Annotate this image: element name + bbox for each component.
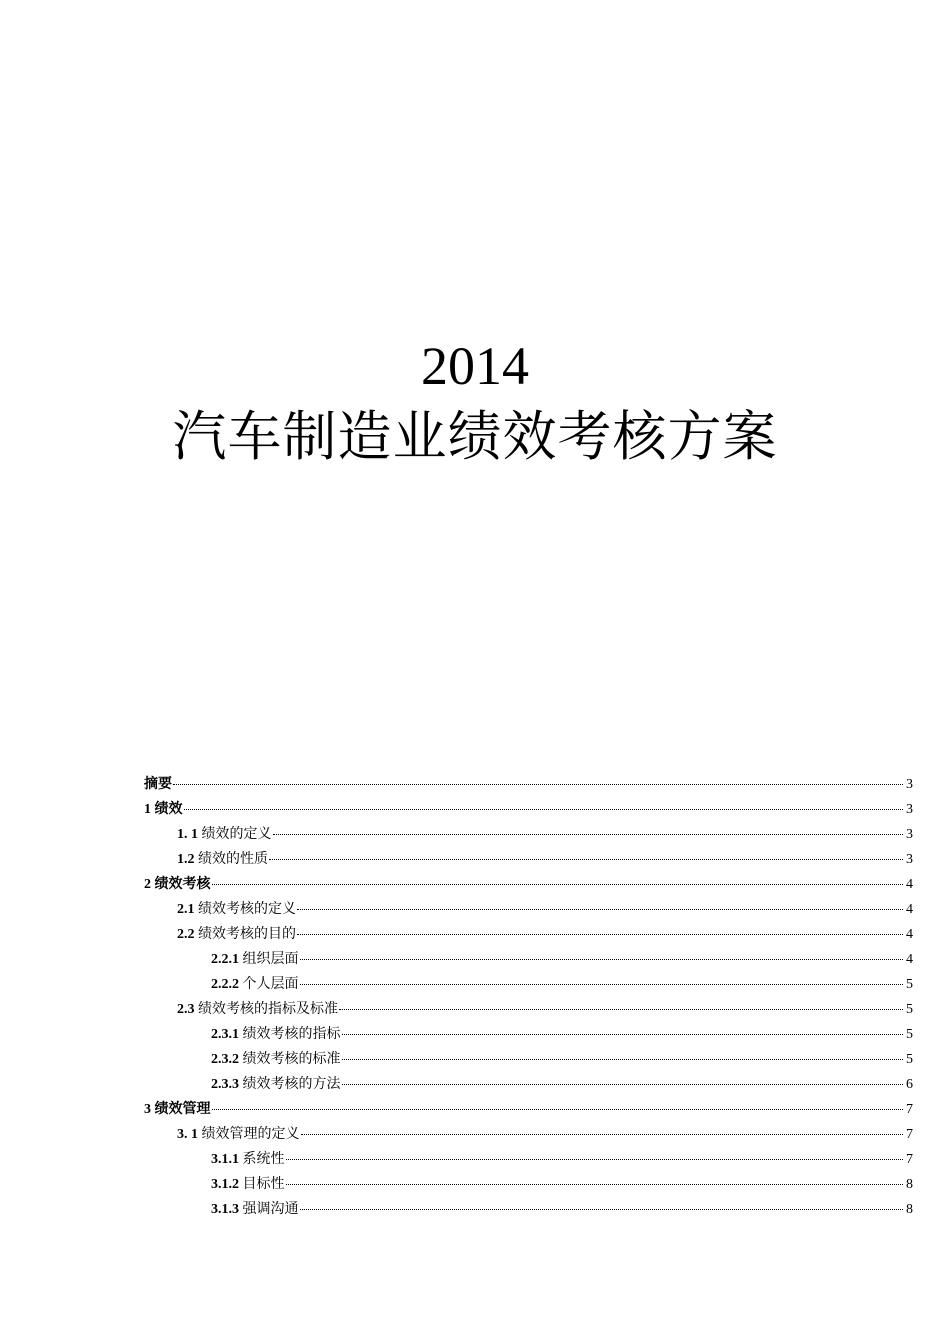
toc-dot-leader [184, 809, 904, 810]
toc-entry[interactable] [144, 1022, 913, 1047]
toc-entry[interactable] [144, 922, 913, 947]
toc-page-number: 4 [906, 952, 913, 967]
toc-dot-leader [342, 1059, 904, 1060]
toc-entry-label [211, 1047, 341, 1072]
toc-page-number: 7 [906, 1152, 913, 1167]
toc-entry-label [177, 997, 338, 1022]
toc-entry-label [211, 972, 299, 997]
toc-page-number: 4 [906, 927, 913, 942]
toc-dot-leader [300, 1209, 904, 1210]
toc-entry[interactable] [144, 797, 913, 822]
toc-entry-text: 绩效考核的指标 [242, 1027, 341, 1042]
toc-entry-text: 绩效管理 [154, 1102, 211, 1117]
cover-title [0, 333, 950, 475]
toc-dot-leader [342, 1034, 904, 1035]
toc-page-number: 5 [906, 1027, 913, 1042]
toc-entry-label [211, 1147, 285, 1172]
toc-page-number: 3 [906, 802, 913, 817]
toc-entry-text: 绩效考核 [154, 877, 211, 892]
toc-entry[interactable] [144, 972, 913, 997]
toc-entry-number: 2.3.2 [211, 1052, 239, 1067]
toc-entry-label [144, 872, 211, 897]
toc-entry[interactable] [144, 997, 913, 1022]
toc-dot-leader [339, 1009, 903, 1010]
toc-entry-number: 2.2.2 [211, 977, 239, 992]
toc-entry-label [177, 922, 296, 947]
toc-page-number: 8 [906, 1177, 913, 1192]
toc-page-number: 4 [906, 902, 913, 917]
toc-entry-label [144, 1097, 211, 1122]
toc-entry[interactable] [144, 1122, 913, 1147]
toc-entry-text: 绩效考核的定义 [198, 902, 296, 917]
toc-entry[interactable] [144, 947, 913, 972]
toc-page-number: 5 [906, 1002, 913, 1017]
toc-page-number: 5 [906, 977, 913, 992]
toc-entry-text: 组织层面 [242, 952, 299, 967]
toc-entry[interactable] [144, 847, 913, 872]
toc-entry-number: 1. 1 [177, 827, 198, 842]
toc-entry-label [177, 822, 272, 847]
toc-entry-number: 2.2 [177, 927, 195, 942]
toc-entry-label [177, 1122, 300, 1147]
toc-entry-number: 3.1.2 [211, 1177, 239, 1192]
toc-page-number: 3 [906, 852, 913, 867]
toc-entry[interactable] [144, 772, 913, 797]
toc-dot-leader [301, 1134, 904, 1135]
toc-dot-leader [286, 1184, 904, 1185]
toc-dot-leader [297, 934, 903, 935]
title-main: 汽车制造业绩效考核方案 [172, 407, 778, 467]
toc-entry-text: 绩效的性质 [198, 852, 268, 867]
toc-entry-text: 绩效的定义 [201, 827, 272, 842]
toc-entry-text: 摘要 [144, 777, 172, 792]
toc-entry-text: 绩效考核的指标及标准 [198, 1002, 338, 1017]
toc-entry-label [211, 1072, 341, 1097]
toc-entry[interactable] [144, 897, 913, 922]
toc-entry-text: 绩效考核的标准 [242, 1052, 341, 1067]
toc-dot-leader [212, 1109, 904, 1110]
toc-entry-label [211, 947, 299, 972]
toc-entry-text: 绩效考核的方法 [242, 1077, 341, 1092]
toc-dot-leader [300, 984, 904, 985]
toc-page-number: 8 [906, 1202, 913, 1217]
toc-entry[interactable] [144, 1147, 913, 1172]
toc-entry[interactable] [144, 1072, 913, 1097]
toc-entry-number: 2 [144, 877, 151, 892]
toc-dot-leader [273, 834, 904, 835]
toc-entry-number: 1 [144, 802, 151, 817]
toc-entry-text: 系统性 [242, 1152, 285, 1167]
toc-dot-leader [342, 1084, 904, 1085]
toc-entry-number: 2.2.1 [211, 952, 239, 967]
toc-page-number: 3 [906, 827, 913, 842]
toc-entry-text: 绩效 [154, 802, 183, 817]
toc-entry-label [177, 897, 296, 922]
toc-entry-number: 3. 1 [177, 1127, 198, 1142]
toc-page-number: 4 [906, 877, 913, 892]
toc-dot-leader [297, 909, 903, 910]
toc-entry[interactable] [144, 1097, 913, 1122]
toc-entry-text: 目标性 [242, 1177, 285, 1192]
toc-page-number: 6 [906, 1077, 913, 1092]
toc-entry-text: 个人层面 [242, 977, 299, 992]
toc-dot-leader [173, 784, 903, 785]
toc-entry-text: 绩效管理的定义 [201, 1127, 300, 1142]
toc-entry[interactable] [144, 822, 913, 847]
toc-entry-number: 2.1 [177, 902, 195, 917]
toc-entry-number: 3 [144, 1102, 151, 1117]
toc-entry-label [177, 847, 268, 872]
toc-page-number: 7 [906, 1102, 913, 1117]
toc-entry-number: 2.3.1 [211, 1027, 239, 1042]
toc-page-number: 3 [906, 777, 913, 792]
toc-entry-label [144, 797, 183, 822]
toc-dot-leader [286, 1159, 904, 1160]
table-of-contents [144, 772, 913, 1222]
toc-page-number: 5 [906, 1052, 913, 1067]
toc-entry-number: 1.2 [177, 852, 195, 867]
toc-entry[interactable] [144, 872, 913, 897]
toc-entry-label [211, 1022, 341, 1047]
toc-entry-label [211, 1172, 285, 1197]
toc-entry-number: 3.1.3 [211, 1202, 239, 1217]
toc-entry-label [144, 772, 172, 797]
toc-entry-label [211, 1197, 299, 1222]
toc-entry-number: 3.1.1 [211, 1152, 239, 1167]
toc-entry[interactable] [144, 1172, 913, 1197]
toc-entry[interactable] [144, 1197, 913, 1222]
title-year: 2014 [421, 336, 529, 396]
toc-entry-text: 绩效考核的目的 [198, 927, 296, 942]
toc-entry-number: 2.3.3 [211, 1077, 239, 1092]
toc-entry-number: 2.3 [177, 1002, 195, 1017]
toc-dot-leader [269, 859, 903, 860]
toc-entry[interactable] [144, 1047, 913, 1072]
toc-dot-leader [300, 959, 904, 960]
toc-dot-leader [212, 884, 904, 885]
toc-page-number: 7 [906, 1127, 913, 1142]
toc-entry-text: 强调沟通 [242, 1202, 299, 1217]
